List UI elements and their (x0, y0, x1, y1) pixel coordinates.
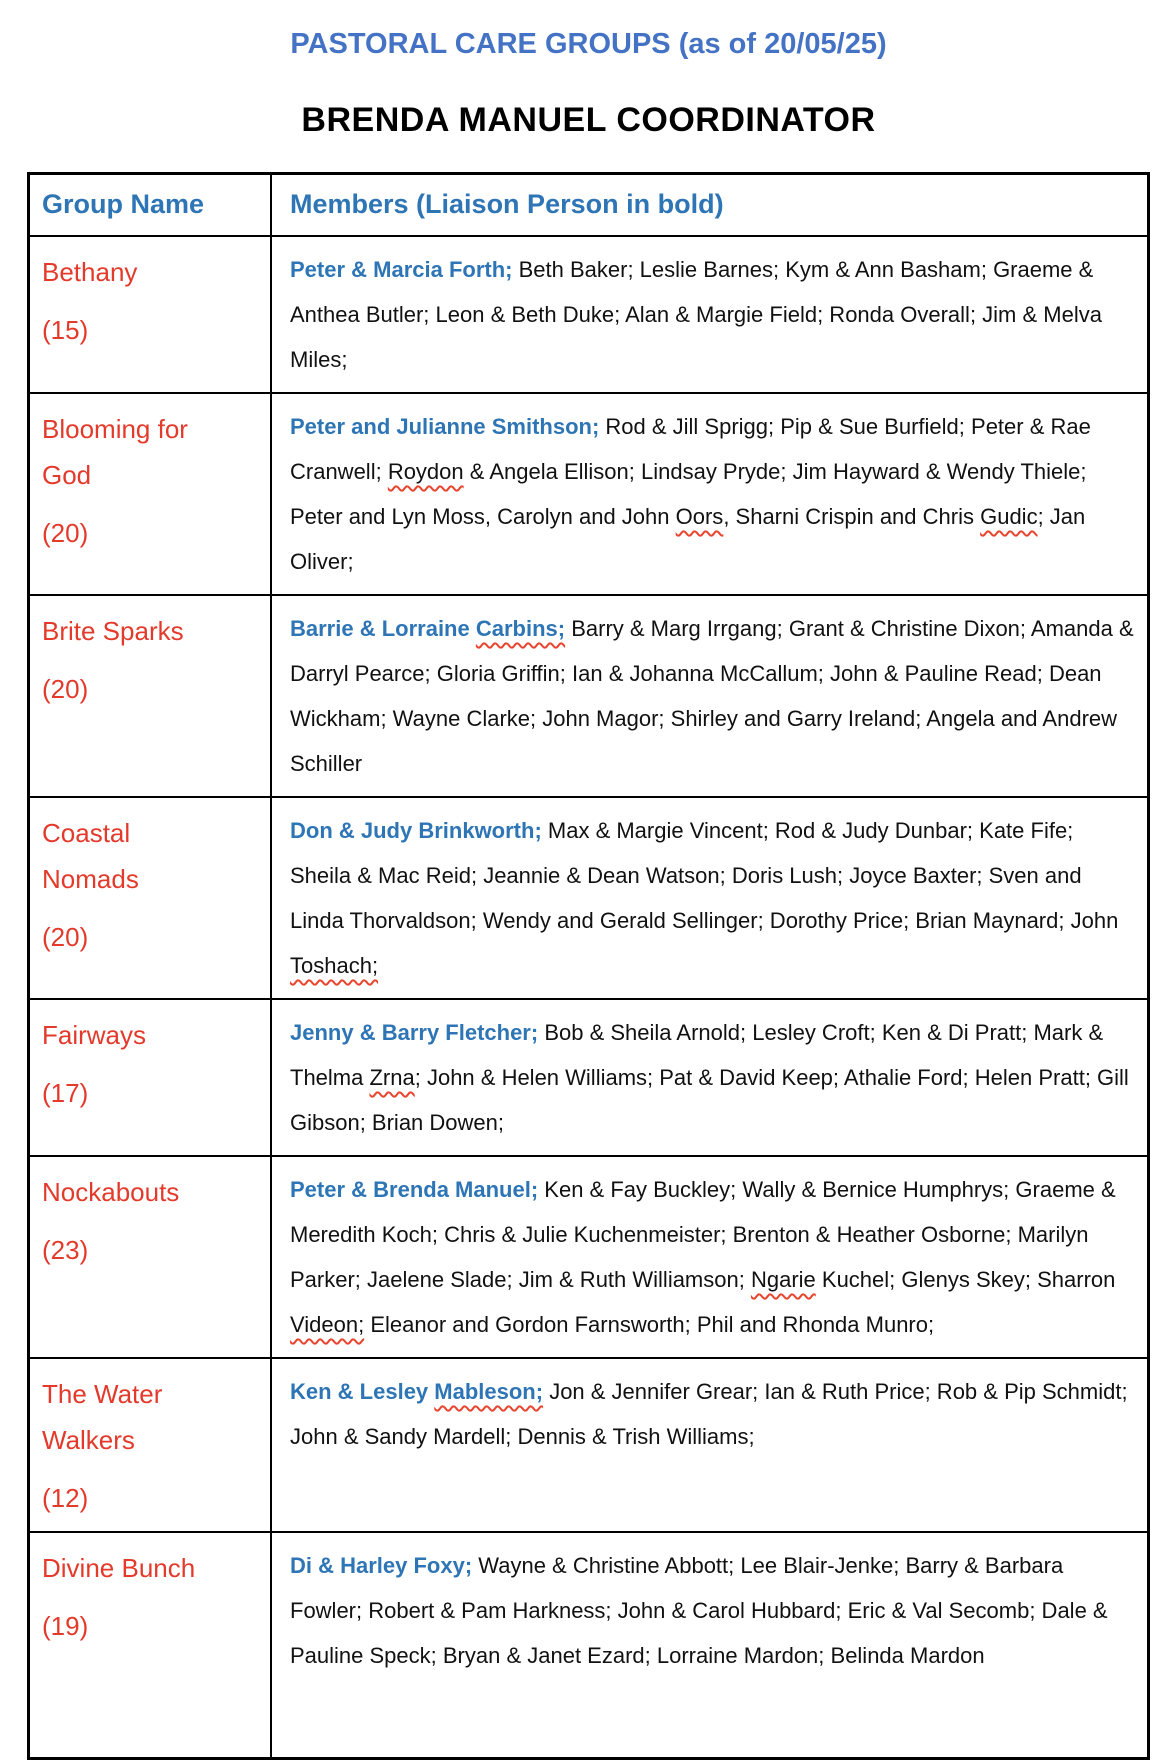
liaison-person: Don & Judy Brinkworth; (290, 818, 542, 843)
group-member-count: (19) (42, 1611, 89, 1641)
group-name: Blooming for God (42, 414, 188, 490)
group-member-count: (20) (42, 922, 89, 952)
member-names: Max & Margie Vincent; Rod & Judy Dunbar; Kate Fife; Sheila & Mac Reid; Jeannie & Dean Watson; Doris Lush; Joyce Baxter; Sven and Linda Thorvaldson; Wendy and Gerald Sellinger; Dorothy Price; Brian Maynard; John (290, 818, 1119, 933)
group-row (29, 1358, 1149, 1532)
group-row (29, 999, 1149, 1156)
group-name: Nockabouts (42, 1177, 180, 1207)
group-row (29, 1156, 1149, 1358)
member-names: & Angela Ellison; Lindsay Pryde; Jim Hayward & Wendy Thiele; Peter and Lyn Moss, Carolyn and John (290, 459, 1087, 529)
group-name: The Water Walkers (42, 1379, 163, 1455)
members-cell (271, 999, 1149, 1156)
members-cell (271, 236, 1149, 393)
pastoral-care-groups-table (27, 172, 1150, 1760)
liaison-person: Peter & Marcia Forth; (290, 257, 513, 282)
group-name-cell (29, 1156, 272, 1358)
liaison-person: Di & Harley Foxy; (290, 1553, 473, 1578)
group-member-count: (23) (42, 1235, 89, 1265)
group-name-cell (29, 797, 272, 999)
member-names: Bob & Sheila Arnold; Lesley Croft; Ken & Di Pratt; Mark & Thelma (290, 1020, 1104, 1090)
group-member-count: (12) (42, 1483, 89, 1513)
member-names: Jon & Jennifer Grear; Ian & Ruth Price; Rob & Pip Schmidt; John & Sandy Mardell; Dennis & Trish Williams; (290, 1379, 1128, 1449)
group-member-count: (20) (42, 518, 89, 548)
member-names: Beth Baker; Leslie Barnes; Kym & Ann Basham; Graeme & Anthea Butler; Leon & Beth Duke; Alan & Margie Field; Ronda Overall; Jim & Melva Miles; (290, 257, 1102, 372)
member-names: Rod & Jill Sprigg; Pip & Sue Burfield; Peter & Rae Cranwell; (290, 414, 1091, 484)
group-name: Bethany (42, 257, 138, 287)
member-names: Gudic (980, 504, 1038, 529)
members-cell (271, 1532, 1149, 1758)
group-row (29, 797, 1149, 999)
table-header-row (29, 174, 1149, 237)
liaison-person: Ken & Lesley (290, 1379, 435, 1404)
member-names: Zrna (369, 1065, 415, 1090)
member-names: Wayne & Christine Abbott; Lee Blair-Jenke; Barry & Barbara Fowler; Robert & Pam Harkness; John & Carol Hubbard; Eric & Val Secomb; Dale & Pauline Speck; Bryan & Janet Ezard; Lorraine Mardon; Belinda Mardon (290, 1553, 1108, 1668)
coordinator-subtitle: BRENDA MANUEL COORDINATOR (301, 101, 876, 139)
group-name-cell (29, 1532, 272, 1758)
member-names: , Sharni Crispin and Chris (723, 504, 981, 529)
table-body (29, 236, 1149, 1758)
group-name: Fairways (42, 1020, 147, 1050)
member-names: ; Jan Oliver; (290, 504, 1086, 574)
member-names: Ngarie (750, 1267, 816, 1292)
group-name: Coastal Nomads (42, 818, 139, 894)
page-title: PASTORAL CARE GROUPS (as of 20/05/25) (290, 28, 887, 60)
group-name-cell (29, 236, 272, 393)
group-member-count: (20) (42, 674, 89, 704)
group-name-cell (29, 1358, 272, 1532)
group-name: Brite Sparks (42, 616, 184, 646)
group-row (29, 236, 1149, 393)
members-cell (271, 1358, 1149, 1532)
group-row (29, 595, 1149, 797)
member-names: Ken & Fay Buckley; Wally & Bernice Humphrys; Graeme & Meredith Koch; Chris & Julie Kuchenmeister; Brenton & Heather Osborne; Marilyn Parker; Jaelene Slade; Jim & Ruth Williamson; (290, 1177, 1116, 1292)
liaison-person: Carbins; (475, 616, 566, 641)
liaison-person: Mableson; (434, 1379, 544, 1404)
member-names: Toshach; (290, 953, 379, 978)
members-cell (271, 595, 1149, 797)
liaison-person: Barrie & Lorraine (290, 616, 476, 641)
members-cell (271, 1156, 1149, 1358)
member-names: ; John & Helen Williams; Pat & David Keep; Athalie Ford; Helen Pratt; Gill Gibson; Brian Dowen; (290, 1065, 1129, 1135)
column-header-members: Members (Liaison Person in bold) (271, 174, 1149, 237)
group-member-count: (17) (42, 1078, 89, 1108)
group-name: Divine Bunch (42, 1553, 196, 1583)
liaison-person: Peter and Julianne Smithson; (290, 414, 600, 439)
group-name-cell (29, 999, 272, 1156)
members-cell (271, 393, 1149, 595)
group-member-count: (15) (42, 315, 89, 345)
member-names: Oors (675, 504, 724, 529)
members-cell (271, 797, 1149, 999)
member-names: Eleanor and Gordon Farnsworth; Phil and Rhonda Munro; (364, 1312, 935, 1337)
group-name-cell (29, 595, 272, 797)
member-names: Roydon (387, 459, 464, 484)
liaison-person: Jenny & Barry Fletcher; (290, 1020, 539, 1045)
liaison-person: Peter & Brenda Manuel; (290, 1177, 539, 1202)
member-names: Barry & Marg Irrgang; Grant & Christine Dixon; Amanda & Darryl Pearce; Gloria Griffin; Ian & Johanna McCallum; John & Pauline Read; Dean Wickham; Wayne Clarke; John Magor; Shirley and Garry Ireland; Angela and Andrew Schiller (290, 616, 1134, 776)
group-row (29, 1532, 1149, 1758)
group-row (29, 393, 1149, 595)
group-name-cell (29, 393, 272, 595)
member-names: Videon; (290, 1312, 365, 1337)
member-names: Kuchel; Glenys Skey; Sharron (815, 1267, 1116, 1292)
column-header-group-name: Group Name (29, 174, 272, 237)
